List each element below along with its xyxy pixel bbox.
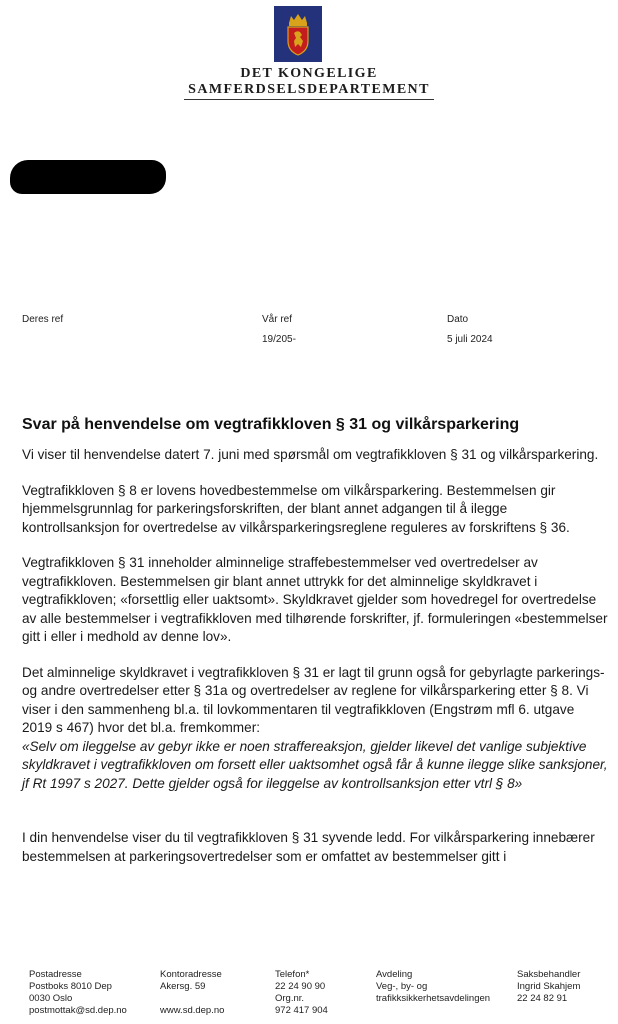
block-quote: «Selv om ileggelse av gebyr ikke er noen straffereaksjon, gjelder likevel det vanlige subjektive skyldkravet i vegtrafikkloven om forsett eller uaktsomhet også får å kunne ilegge slike sanksjoner, jf Rt 1997 s 2027. Dette gjelder også for ileggelse av kontrollsanksjon etter vtrl § 8» [22,738,608,791]
paragraph-3: Vegtrafikkloven § 31 inneholder alminnelige straffebestemmelser ved overtredelser av vegtrafikkloven. Bestemmelsen gir blant annet uttrykk for det alminnelige skyldkravet i vegtrafikkloven; «forsettlig eller uaktsomt». Skyldkravet gjelder som hovedregel for overtredelse av alle bestemmelser i vegtrafikkloven med tilhørende forskrifter, jf. formuleringen «bestemmelser gitt i eller i medhold av denne lov». [22,555,608,644]
ministry-name [0,66,618,100]
ministry-line-1: DET KONGELIGE [240,66,378,81]
footer-kontoradresse-line [160,993,224,1005]
footer-website-link[interactable]: www.sd.dep.no [160,1005,225,1016]
footer-kontoradresse-label: Kontoradresse [160,969,222,980]
footer-saksbehandler [517,969,580,1005]
var-ref-label: Vår ref [262,314,293,325]
dato-label: Dato [447,314,469,325]
footer-orgnr-label: Org.nr. [275,993,305,1004]
footer-postadresse [29,969,127,1017]
paragraph-4: Det alminnelige skyldkravet i vegtrafikkloven § 31 er lagt til grunn også for gebyrlagte parkerings- og andre overtredelser etter § 31a og overtredelser av reglene for vilkårsparkering etter § 8. Vi viser i den sammenheng bl.a. til lovkommentaren til vegtrafikkloven (Engstrøm mfl 6. utgave 2019 s 467) hvor det bl.a. fremkommer: [22,664,605,735]
letter-body [22,446,608,883]
royal-coat-of-arms-icon [281,11,315,57]
footer-telefon-label: Telefon* [275,969,310,980]
footer-email-link[interactable]: postmottak@sd.dep.no [29,1005,127,1016]
footer-postadresse-line: 0030 Oslo [29,993,73,1004]
footer-saksbehandler-label: Saksbehandler [517,969,581,980]
footer-avdeling [376,969,490,1005]
footer-avdeling-label: Avdeling [376,969,413,980]
paragraph-1: Vi viser til henvendelse datert 7. juni med spørsmål om vegtrafikkloven § 31 og vilkårsparkering. [22,447,599,462]
footer-kontoradresse [160,969,224,1017]
footer-telefon-value: 22 24 90 90 [275,981,326,992]
dato-value: 5 juli 2024 [447,334,493,345]
footer-saksbehandler-phone: 22 24 82 91 [517,993,568,1004]
footer-avdeling-line: trafikksikkerhetsavdelingen [376,993,491,1004]
footer-postadresse-label: Postadresse [29,969,82,980]
paragraph-2: Vegtrafikkloven § 8 er lovens hovedbestemmelse om vilkårsparkering. Bestemmelsen gir hjemmelsgrunnlag for parkeringsforskriften, der blant annet adgangen til å ilegge kontrollsanksjon for overtredelse av vilkårsparkeringsreglene reguleres av forskriftens § 36. [22,482,570,535]
deres-ref-label: Deres ref [22,314,64,325]
ministry-divider [184,99,434,100]
paragraph-5: I din henvendelse viser du til vegtrafikkloven § 31 syvende ledd. For vilkårsparkering innebærer bestemmelsen at parkeringsovertredelser som er omfattet av bestemmelser gitt i [22,830,595,864]
footer-saksbehandler-name: Ingrid Skahjem [517,981,581,992]
footer-orgnr-value: 972 417 904 [275,1005,328,1016]
logo [274,6,322,62]
footer-avdeling-line: Veg-, by- og [376,981,428,992]
footer-postadresse-line: Postboks 8010 Dep [29,981,112,992]
ministry-line-2: SAMFERDSELSDEPARTEMENT [188,82,430,97]
footer-telefon [275,969,328,1017]
redacted-recipient [10,160,166,194]
var-ref-value: 19/205- [262,334,296,345]
letter-title: Svar på henvendelse om vegtrafikkloven § 31 og vilkårsparkering [22,416,520,433]
footer-kontoradresse-line: Akersg. 59 [160,981,206,992]
